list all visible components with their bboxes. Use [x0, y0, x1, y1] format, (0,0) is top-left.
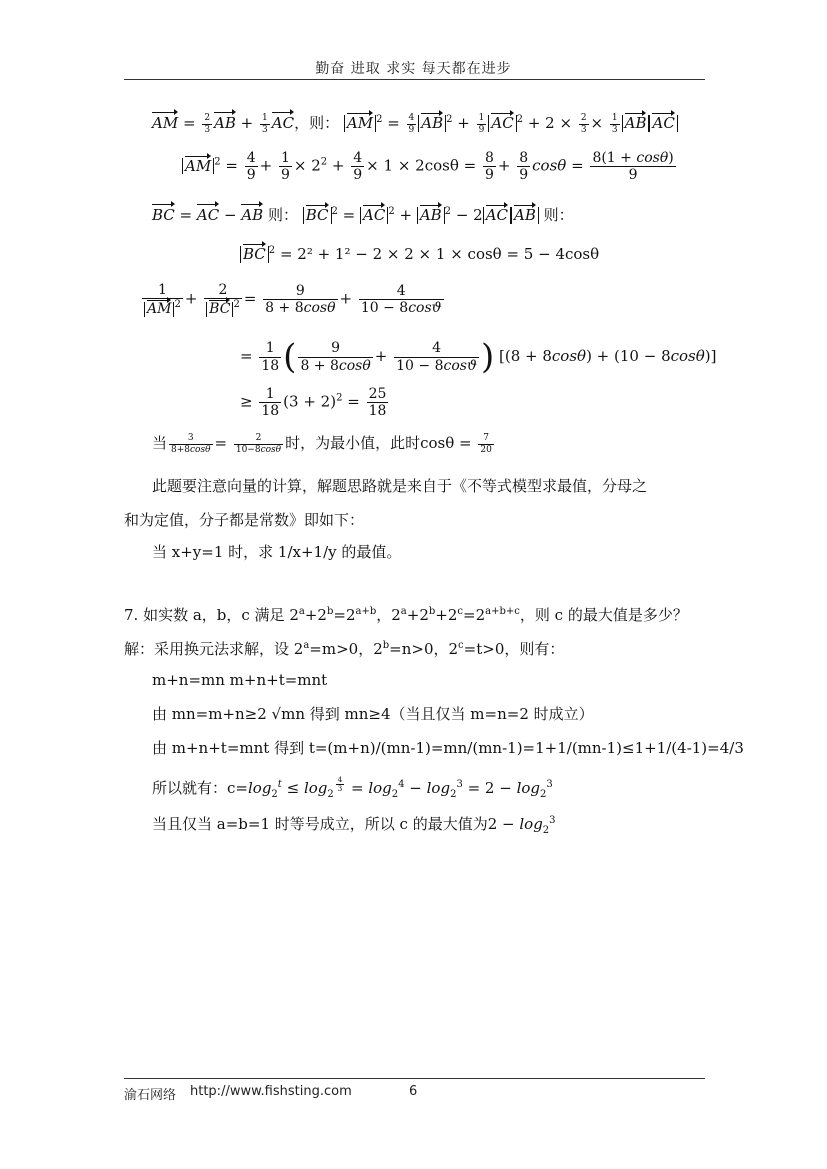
- equation-line-6: = $\frac{1}{18}$ ( $\frac{9}{8 + 8\cos\theta}$ + $\frac{4}{10 - 8\cos ϑ}$ ) [(8 + 8cosθ) + (10 − 8cosθ)]: [240, 337, 717, 377]
- solution-line-3: 由 mn=m+n≥2 √mn 得到 mn≥4（当且仅当 m=n=2 时成立）: [152, 705, 594, 723]
- page-number: 6: [409, 1084, 418, 1099]
- footer-rule: [124, 1078, 705, 1079]
- paragraph-line-2: 和为定值，分子都是常数》即如下：: [124, 511, 365, 529]
- paragraph-line-1: 此题要注意向量的计算，解题思路就是来自于《不等式模型求最值，分母之: [152, 477, 648, 495]
- solution-line-5: 所以就有：$c=\log_2^t \le \log_2$ $^{\frac{4}{3}}$ = $\log_2^4 - \log_2^3 = 2 - \log_2^3$: [152, 776, 553, 801]
- equation-line-1: AM = $\frac{2}{3}$ AB + $\frac{1}{3}$ AC，则： AM $^2$ = $\frac{4}{9}$ AB $^2$ + $\frac{1}{9}$ AC $^2$ + 2 × $\frac{2}{3}$ × $\frac{1}{3}$ AB AC: [152, 112, 678, 135]
- footer-url[interactable]: http://www.fishsting.com: [190, 1084, 352, 1099]
- equation-line-2: AM $^2$ = $\frac{4}{9}$ + $\frac{1}{9}$ × $2^2$ + $\frac{4}{9}$ × 1 × 2cosθ = $\frac{8}{9}$ + $\frac{8}{9}$ cosθ = $\frac{8(1 + \cos\theta)}{9}$: [182, 150, 678, 183]
- equation-line-7: ≥ $\frac{1}{18}$ $(3 + 2)^2$ = $\frac{25}{18}$: [240, 386, 387, 420]
- solution-line-1: 解：采用换元法求解，设 $2^a=m>0$，$2^b=n>0$，$2^c=t>0$，则有：: [124, 640, 565, 658]
- paragraph-line-3: 当 x+y=1 时，求 1/x+1/y 的最值。: [152, 543, 402, 561]
- equation-line-4: BC $^2$ = 2² + 1² − 2 × 2 × 1 × cosθ = 5 − 4cosθ: [240, 245, 599, 263]
- solution-line-6: 当且仅当 a=b=1 时等号成立，所以 c 的最大值为$2 - \log_2^3$: [152, 815, 556, 836]
- equation-line-8: 当 $\frac{3}{8+8\cos\theta}$ = $\frac{2}{10-8\cos\theta}$ 时，为最小值，此时cosθ = $\frac{7}{20}$: [152, 433, 492, 455]
- solution-line-2: m+n=mn m+n+t=mnt: [152, 671, 328, 689]
- footer-company: 渝石网络: [124, 1088, 177, 1103]
- header-rule: [124, 79, 705, 80]
- equation-line-3: BC = AC − AB 则： BC $^2$ = AC $^2$ + AB $^2$ − 2 AC AB 则：: [152, 206, 574, 224]
- equation-line-5: $\frac{1}{AM ^2}$ + $\frac{2}{BC ^2}$ = $\frac{9}{8 + 8\cos\theta}$ + $\frac{4}{10 - 8\cos ϑ}$: [140, 282, 446, 317]
- page-header-title: 勤奋 进取 求实 每天都在进步: [315, 61, 512, 77]
- solution-line-4: 由 m+n+t=mnt 得到 t=(m+n)/(mn-1)=mn/(mn-1)=1+1/(mn-1)≤1+1/(4-1)=4/3: [152, 739, 744, 757]
- question-7: 7. 如实数 a，b，c 满足 $2^a+2^b=2^{a+b}$，$2^a+2^b+2^c=2^{a+b+c}$，则 c 的最大值是多少？: [124, 606, 688, 624]
